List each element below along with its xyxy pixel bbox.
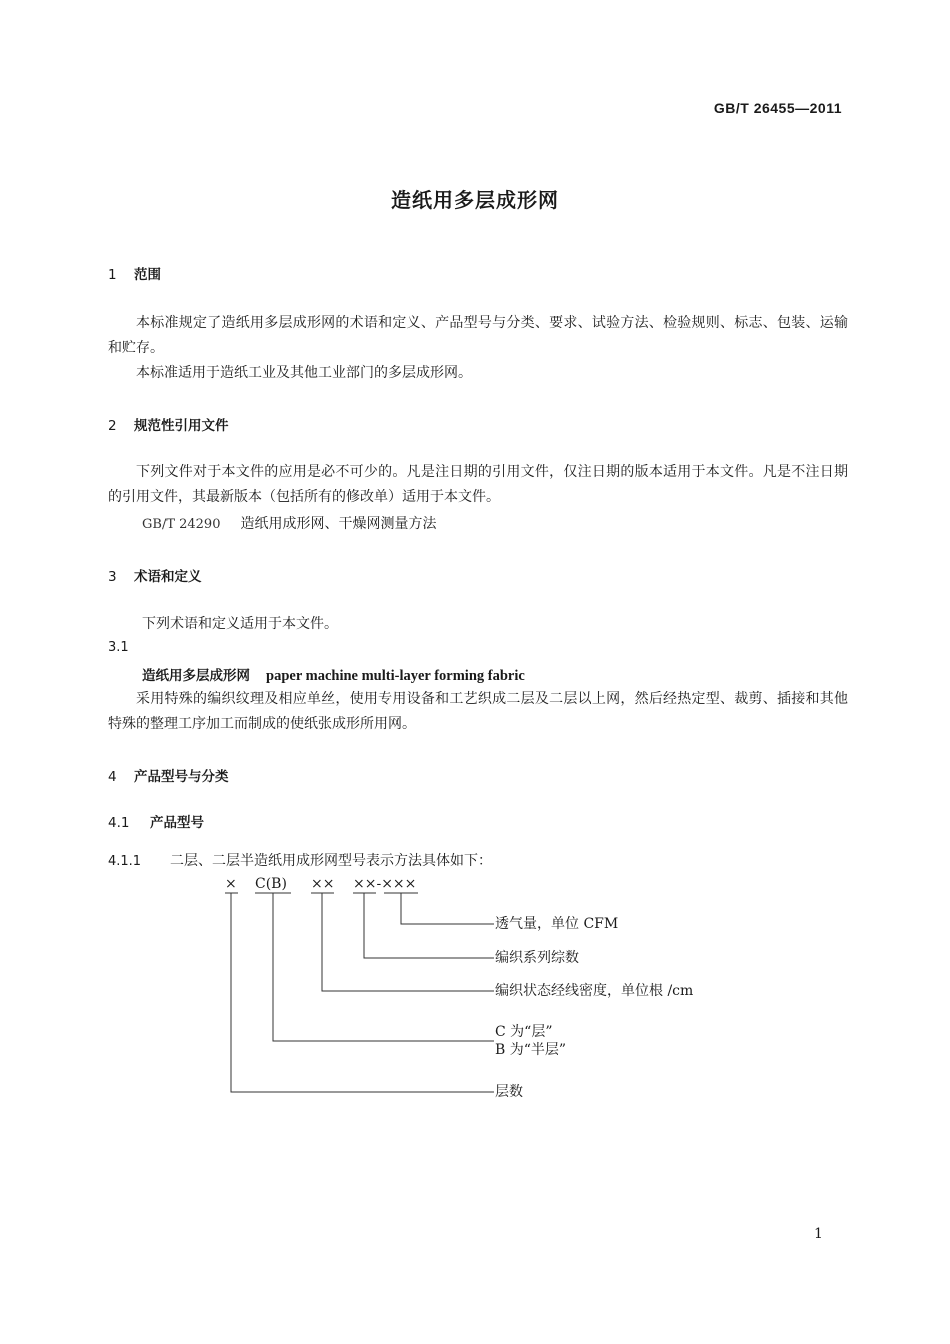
leader-air-permeability — [401, 893, 494, 924]
code-part-c-b: C(B) — [255, 876, 287, 892]
term-definition: 采用特殊的编织纹理及相应单丝，使用专用设备和工艺织成二层及二层以上网，然后经热定型、裁剪、插接和其他特殊的整理工序加工而制成的使纸张成形所用网。 — [108, 691, 848, 732]
leader-c-b — [273, 893, 494, 1041]
label-layers: 层数 — [495, 1084, 523, 1100]
reference-title: 造纸用成形网、干燥网测量方法 — [240, 516, 437, 532]
standard-code: GB/T 26455—2011 — [713, 100, 842, 116]
leader-weave-series — [364, 893, 494, 958]
section-number: 3 — [108, 569, 117, 585]
section-number: 4 — [108, 769, 117, 785]
section-title: 范围 — [134, 267, 161, 283]
label-b-half-layer: B 为“半层” — [495, 1042, 567, 1058]
leader-warp-density — [322, 893, 494, 991]
section-2-paragraph: 下列文件对于本文件的应用是必不可少的。凡是注日期的引用文件，仅注日期的版本适用于本文件。凡是不注日期的引用文件，其最新版本（包括所有的修改单）适用于本文件。 — [108, 464, 848, 505]
section-title: 产品型号与分类 — [134, 769, 229, 785]
label-weave-series: 编织系列综数 — [495, 950, 579, 966]
term-english: paper machine multi-layer forming fabric — [266, 668, 525, 684]
code-part-series-permeability: ××-××× — [353, 876, 417, 892]
leader-layers — [231, 893, 494, 1092]
section-3-intro: 下列术语和定义适用于本文件。 — [142, 616, 338, 632]
label-air-permeability: 透气量，单位 CFM — [495, 916, 619, 932]
section-title: 规范性引用文件 — [134, 418, 229, 434]
section-title: 术语和定义 — [134, 569, 202, 585]
subsection-title: 产品型号 — [150, 815, 204, 831]
label-warp-density: 编织状态经线密度，单位根 /cm — [495, 983, 694, 999]
section-number: 1 — [108, 267, 117, 283]
label-c-layer: C 为“层” — [495, 1024, 553, 1040]
section-1-paragraph-2: 本标准适用于造纸工业及其他工业部门的多层成形网。 — [136, 365, 472, 381]
term-chinese: 造纸用多层成形网 — [142, 668, 250, 684]
code-part-density: ×× — [311, 876, 335, 892]
section-number: 2 — [108, 418, 117, 434]
code-part-layers: × — [225, 876, 237, 892]
section-1-paragraph-1: 本标准规定了造纸用多层成形网的术语和定义、产品型号与分类、要求、试验方法、检验规则、标志、包装、运输和贮存。 — [108, 315, 848, 356]
clause-number: 4.1.1 — [108, 854, 142, 869]
subsection-3-1-number: 3.1 — [108, 640, 129, 655]
document-title: 造纸用多层成形网 — [391, 188, 559, 212]
subsection-number: 4.1 — [108, 815, 130, 831]
page-number: 1 — [814, 1226, 823, 1242]
reference-code: GB/T 24290 — [142, 517, 221, 532]
clause-text: 二层、二层半造纸用成形网型号表示方法具体如下： — [170, 853, 492, 869]
